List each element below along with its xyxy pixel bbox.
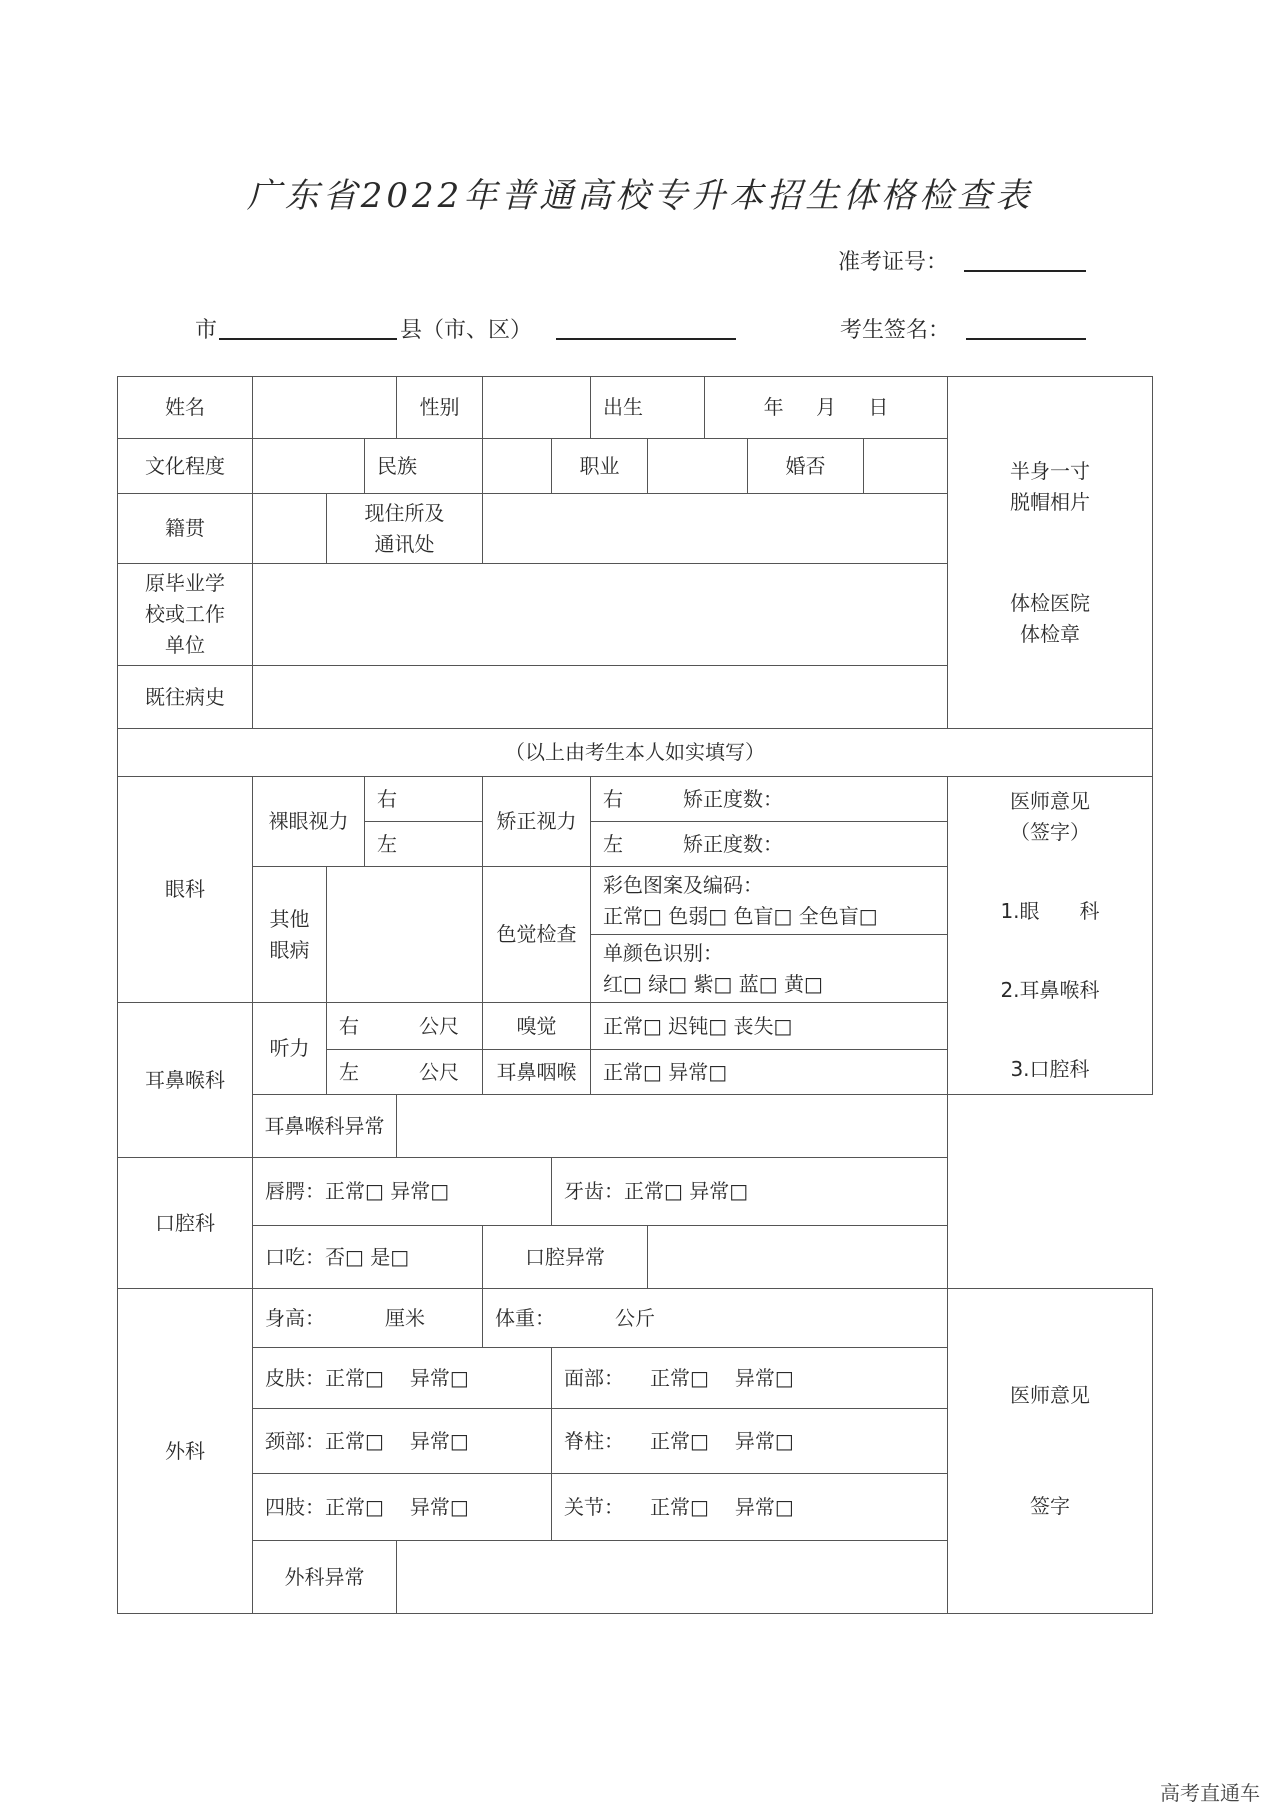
occupation-field[interactable]: [648, 439, 748, 494]
lips-options[interactable]: 唇腭：正常□ 异常□: [253, 1158, 552, 1226]
name-field[interactable]: [253, 377, 397, 439]
gender-field[interactable]: [483, 377, 591, 439]
occupation-label: 职业: [552, 439, 648, 494]
address-label: 现住所及 通讯处: [327, 494, 483, 564]
ethnicity-label: 民族: [365, 439, 483, 494]
origin-field[interactable]: [253, 494, 327, 564]
oral-section-label: 口腔科: [118, 1158, 253, 1289]
exam-no-label: 准考证号：: [838, 250, 949, 275]
color-pattern-options[interactable]: 正常□ 色弱□ 色盲□ 全色盲□: [603, 903, 878, 928]
doctor-oral-sign[interactable]: 3.口腔科: [1010, 1057, 1090, 1081]
oral-abnormal-field[interactable]: [648, 1226, 948, 1289]
origin-label: 籍贯: [118, 494, 253, 564]
ent-section-label: 耳鼻喉科: [118, 1003, 253, 1158]
birth-label: 出生: [591, 377, 705, 439]
height-field[interactable]: 身高： 厘米: [253, 1289, 483, 1348]
photo-stamp-area: [948, 377, 1153, 729]
exam-no-field[interactable]: [964, 270, 1086, 272]
neck-options[interactable]: 颈部：正常□ 异常□: [253, 1409, 552, 1474]
county-field[interactable]: [556, 338, 736, 340]
teeth-options[interactable]: 牙齿：正常□ 异常□: [552, 1158, 948, 1226]
day-label: 日: [868, 395, 889, 419]
ethnicity-field[interactable]: [483, 439, 552, 494]
spine-options[interactable]: 脊柱： 正常□ 异常□: [552, 1409, 948, 1474]
corrected-left-field[interactable]: 左 矫正度数：: [591, 822, 948, 867]
marital-label: 婚否: [748, 439, 864, 494]
page-title: 广东省2022年普通高校专升本招生体格检查表: [246, 176, 1034, 216]
birth-date-field[interactable]: [705, 377, 948, 439]
doctor-opinion-label: 医师意见 （签字）: [1010, 789, 1090, 844]
hearing-left-field[interactable]: 左 公尺: [327, 1050, 483, 1095]
school-label: 原毕业学 校或工作 单位: [118, 564, 253, 666]
surgery-abnormal-field[interactable]: [397, 1541, 948, 1614]
surgery-opinion-label: 医师意见: [1010, 1383, 1090, 1407]
ent-abnormal-field[interactable]: [397, 1095, 948, 1158]
color-pattern-label: 彩色图案及编码：: [603, 872, 763, 897]
smell-options[interactable]: 正常□ 迟钝□ 丧失□: [591, 1003, 948, 1050]
face-options[interactable]: 面部： 正常□ 异常□: [552, 1348, 948, 1409]
surgery-abnormal-label: 外科异常: [253, 1541, 397, 1614]
address-field[interactable]: [483, 494, 948, 564]
hearing-right-field[interactable]: 右 公尺: [327, 1003, 483, 1050]
color-test-label: 色觉检查: [483, 867, 591, 1003]
history-field[interactable]: [253, 666, 948, 729]
name-label: 姓名: [118, 377, 253, 439]
corrected-vision-label: 矫正视力: [483, 777, 591, 867]
oral-abnormal-label: 口腔异常: [483, 1226, 648, 1289]
doctor-eye-sign[interactable]: 1.眼 科: [1000, 899, 1100, 923]
self-fill-note: （以上由考生本人如实填写）: [118, 729, 1153, 777]
naked-vision-label: 裸眼视力: [253, 777, 365, 867]
stutter-options[interactable]: 口吃：否□ 是□: [253, 1226, 483, 1289]
hearing-label: 听力: [253, 1003, 327, 1095]
month-label: 月: [816, 395, 836, 419]
education-label: 文化程度: [118, 439, 253, 494]
other-eye-disease-field[interactable]: [327, 867, 483, 1003]
surgery-sign-field[interactable]: 签字: [1030, 1494, 1070, 1518]
education-field[interactable]: [253, 439, 365, 494]
naked-right-field[interactable]: 右: [365, 777, 483, 822]
single-color-options[interactable]: 红□ 绿□ 紫□ 蓝□ 黄□: [603, 971, 823, 996]
history-label: 既往病史: [118, 666, 253, 729]
joints-options[interactable]: 关节： 正常□ 异常□: [552, 1474, 948, 1541]
weight-field[interactable]: 体重： 公斤: [483, 1289, 948, 1348]
stamp-label: 体检医院 体检章: [1010, 590, 1090, 646]
signature-label: 考生签名：: [840, 318, 951, 343]
skin-options[interactable]: 皮肤：正常□ 异常□: [253, 1348, 552, 1409]
gender-label: 性别: [397, 377, 483, 439]
other-eye-disease-label: 其他 眼病: [253, 867, 327, 1003]
ent-abnormal-label: 耳鼻喉科异常: [253, 1095, 397, 1158]
surgery-section-label: 外科: [118, 1289, 253, 1614]
marital-field[interactable]: [864, 439, 948, 494]
eye-section-label: 眼科: [118, 777, 253, 1003]
color-pattern-field[interactable]: [591, 867, 948, 935]
surgery-doctor-area: [948, 1289, 1153, 1614]
signature-field[interactable]: [966, 338, 1086, 340]
physical-exam-table: [117, 376, 1153, 1614]
smell-label: 嗅觉: [483, 1003, 591, 1050]
city-field[interactable]: [219, 338, 397, 340]
corrected-right-field[interactable]: 右 矫正度数：: [591, 777, 948, 822]
watermark-text: 高考直通车: [1160, 1781, 1260, 1805]
photo-label: 半身一寸 脱帽相片: [1010, 458, 1090, 514]
throat-options[interactable]: 正常□ 异常□: [591, 1050, 948, 1095]
city-label: 市: [195, 318, 218, 343]
doctor-ent-sign[interactable]: 2.耳鼻喉科: [1000, 978, 1100, 1002]
doctor-opinion-area: [948, 777, 1153, 1095]
year-label: 年: [763, 395, 784, 419]
single-color-label: 单颜色识别：: [603, 940, 723, 965]
throat-label: 耳鼻咽喉: [483, 1050, 591, 1095]
county-label: 县（市、区）: [400, 318, 533, 343]
limbs-options[interactable]: 四肢：正常□ 异常□: [253, 1474, 552, 1541]
school-field[interactable]: [253, 564, 948, 666]
single-color-field[interactable]: [591, 935, 948, 1003]
naked-left-field[interactable]: 左: [365, 822, 483, 867]
